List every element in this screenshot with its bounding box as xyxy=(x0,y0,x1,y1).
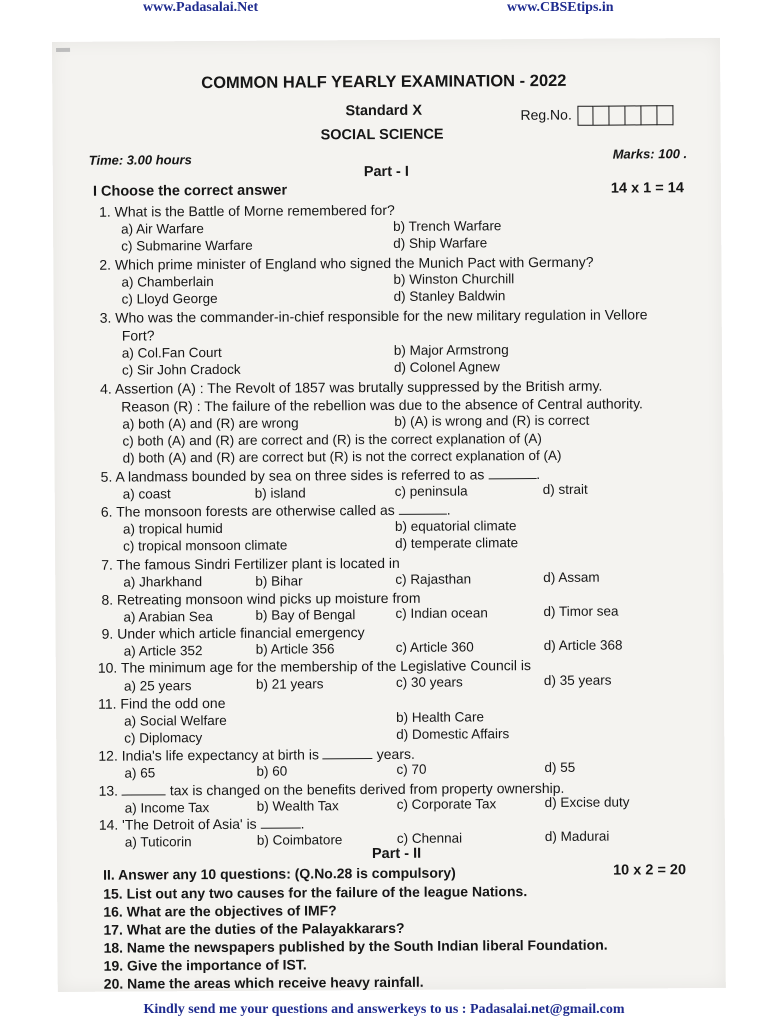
question-17: 17. What are the duties of the Palayakkarars? xyxy=(103,919,405,938)
option-b: b) (A) is wrong and (R) is correct xyxy=(394,412,590,429)
option-c: c) Rajasthan xyxy=(395,571,472,587)
footer-contact-note: Kindly send me your questions and answerkeys to us : Padasalai.net@gmail.com xyxy=(143,1002,625,1017)
marks-label: Marks: 100 . xyxy=(612,146,688,162)
question-7: 7. The famous Sindri Fertilizer plant is located in xyxy=(101,554,400,573)
question-3: 3. Who was the commander-in-chief responsible for the new military regulation in Vellore xyxy=(99,306,648,326)
question-5: 5. A landmass bounded by sea on three sides is referred to as . xyxy=(100,466,541,485)
option-d: d) Article 368 xyxy=(543,637,623,654)
exam-title: COMMON HALF YEARLY EXAMINATION - 2022 xyxy=(201,71,567,93)
option-d: d) Domestic Affairs xyxy=(396,726,510,742)
reg-no-box[interactable] xyxy=(578,106,594,126)
option-c: c) 30 years xyxy=(395,674,463,690)
option-a: a) coast xyxy=(122,486,171,502)
option-d: d) strait xyxy=(542,481,588,498)
option-a: a) Tuticorin xyxy=(124,834,192,850)
option-d: d) Assam xyxy=(543,569,600,586)
reg-no-box[interactable] xyxy=(642,105,658,125)
part2-score: 10 x 2 = 20 xyxy=(613,862,687,879)
question-6: 6. The monsoon forests are otherwise called as . xyxy=(100,501,451,520)
option-d: d) Timor sea xyxy=(543,603,619,620)
option-d: d) Madurai xyxy=(544,828,610,845)
part1-score: 14 x 1 = 14 xyxy=(610,180,684,197)
question-8: 8. Retreating monsoon wind picks up moisture from xyxy=(101,589,421,608)
option-a: a) Air Warfare xyxy=(121,221,204,237)
question-4-assertion: 4. Assertion (A) : The Revolt of 1857 was brutally suppressed by the British army. xyxy=(100,377,603,397)
question-4-reason: Reason (R) : The failure of the rebellion was due to the absence of Central authority. xyxy=(121,395,643,415)
option-a: a) Chamberlain xyxy=(121,274,214,290)
part1-section-heading: I Choose the correct answer xyxy=(92,182,288,200)
standard-label: Standard X xyxy=(345,102,423,120)
part1-title: Part - I xyxy=(363,163,409,181)
reg-no-field xyxy=(520,105,673,126)
option-d: d) Excise duty xyxy=(544,794,630,811)
option-b: b) Trench Warfare xyxy=(393,218,502,234)
option-c: c) Submarine Warfare xyxy=(121,237,253,254)
option-a: a) 65 xyxy=(124,765,156,781)
question-13: 13. tax is changed on the benefits derived from property ownership. xyxy=(98,779,565,799)
option-c: c) Indian ocean xyxy=(395,605,488,621)
option-c: c) Diplomacy xyxy=(124,730,203,746)
option-b: b) Major Armstrong xyxy=(393,342,509,358)
question-10: 10. The minimum age for the membership of the Legislative Council is xyxy=(97,657,532,676)
option-d: d) 35 years xyxy=(543,672,612,689)
option-d: d) Stanley Baldwin xyxy=(393,288,506,304)
option-a: a) 25 years xyxy=(123,678,192,694)
question-19: 19. Give the importance of IST. xyxy=(103,956,307,974)
option-b: b) island xyxy=(254,485,306,501)
option-c: c) peninsula xyxy=(394,483,468,499)
option-a: a) Income Tax xyxy=(124,800,210,816)
option-c: c) Corporate Tax xyxy=(396,796,497,812)
option-b: b) Coimbatore xyxy=(256,832,343,848)
option-a: a) tropical humid xyxy=(122,520,223,537)
question-9: 9. Under which article financial emergency xyxy=(101,624,365,642)
question-3-continued: Fort? xyxy=(121,327,155,344)
option-b: b) Wealth Tax xyxy=(256,798,339,814)
time-label: Time: 3.00 hours xyxy=(88,152,192,168)
paper-corner-mark xyxy=(56,48,70,52)
option-c: c) 70 xyxy=(396,761,427,777)
option-b: b) Health Care xyxy=(396,709,484,725)
question-16: 16. What are the objectives of IMF? xyxy=(103,902,337,920)
question-15: 15. List out any two causes for the failure of the league Nations. xyxy=(103,883,528,902)
question-18: 18. Name the newspapers published by the South Indian liberal Foundation. xyxy=(103,936,608,956)
subject-label: SOCIAL SCIENCE xyxy=(320,126,444,144)
option-b: b) Bihar xyxy=(255,573,303,589)
option-d: d) 55 xyxy=(544,759,576,776)
option-b: b) Bay of Bengal xyxy=(255,607,356,623)
option-c: c) Chennai xyxy=(396,830,463,846)
option-a: a) Article 352 xyxy=(123,643,203,659)
option-c: c) tropical monsoon climate xyxy=(123,537,288,554)
option-c: c) Sir John Cradock xyxy=(121,361,241,378)
option-d: d) both (A) and (R) are correct but (R) is not the correct explanation of (A) xyxy=(122,447,562,466)
reg-no-boxes[interactable] xyxy=(578,105,674,126)
question-1: 1. What is the Battle of Morne remembered for? xyxy=(98,201,395,220)
option-b: b) equatorial climate xyxy=(394,518,517,534)
reg-no-box[interactable] xyxy=(658,105,674,125)
padasalai-link[interactable]: www.Padasalai.Net xyxy=(143,0,259,15)
reg-no-box[interactable] xyxy=(594,106,610,126)
option-a: a) Arabian Sea xyxy=(123,609,213,625)
reg-no-box[interactable] xyxy=(610,105,626,125)
option-d: d) temperate climate xyxy=(395,535,519,551)
question-14: 14. 'The Detroit of Asia' is . xyxy=(98,815,305,833)
option-a: a) both (A) and (R) are wrong xyxy=(122,415,299,432)
option-d: d) Ship Warfare xyxy=(393,235,488,251)
question-12: 12. India's life expectancy at birth is years. xyxy=(98,745,415,764)
part2-section-heading: II. Answer any 10 questions: (Q.No.28 is compulsory) xyxy=(103,864,456,883)
option-c: c) both (A) and (R) are correct and (R) is the correct explanation of (A) xyxy=(122,431,542,449)
cbsetips-link[interactable]: www.CBSEtips.in xyxy=(507,0,614,15)
option-b: b) Article 356 xyxy=(255,641,335,657)
option-a: a) Col.Fan Court xyxy=(121,344,222,361)
option-b: b) 60 xyxy=(256,763,288,779)
question-2: 2. Which prime minister of England who signed the Munich Pact with Germany? xyxy=(99,253,594,273)
option-b: b) Winston Churchill xyxy=(393,271,515,287)
reg-no-box[interactable] xyxy=(626,105,642,125)
option-c: c) Lloyd George xyxy=(121,290,218,307)
option-d: d) Colonel Agnew xyxy=(393,359,500,375)
reg-no-label: Reg.No. xyxy=(520,106,572,123)
exam-paper xyxy=(52,38,726,992)
option-a: a) Jharkhand xyxy=(123,574,203,590)
part2-title: Part - II xyxy=(371,845,422,863)
option-c: c) Article 360 xyxy=(395,639,474,655)
question-20: 20. Name the areas which receive heavy rainfall. xyxy=(103,973,424,992)
option-a: a) Social Welfare xyxy=(124,712,227,729)
question-11: 11. Find the odd one xyxy=(97,694,226,712)
option-b: b) 21 years xyxy=(255,676,324,692)
